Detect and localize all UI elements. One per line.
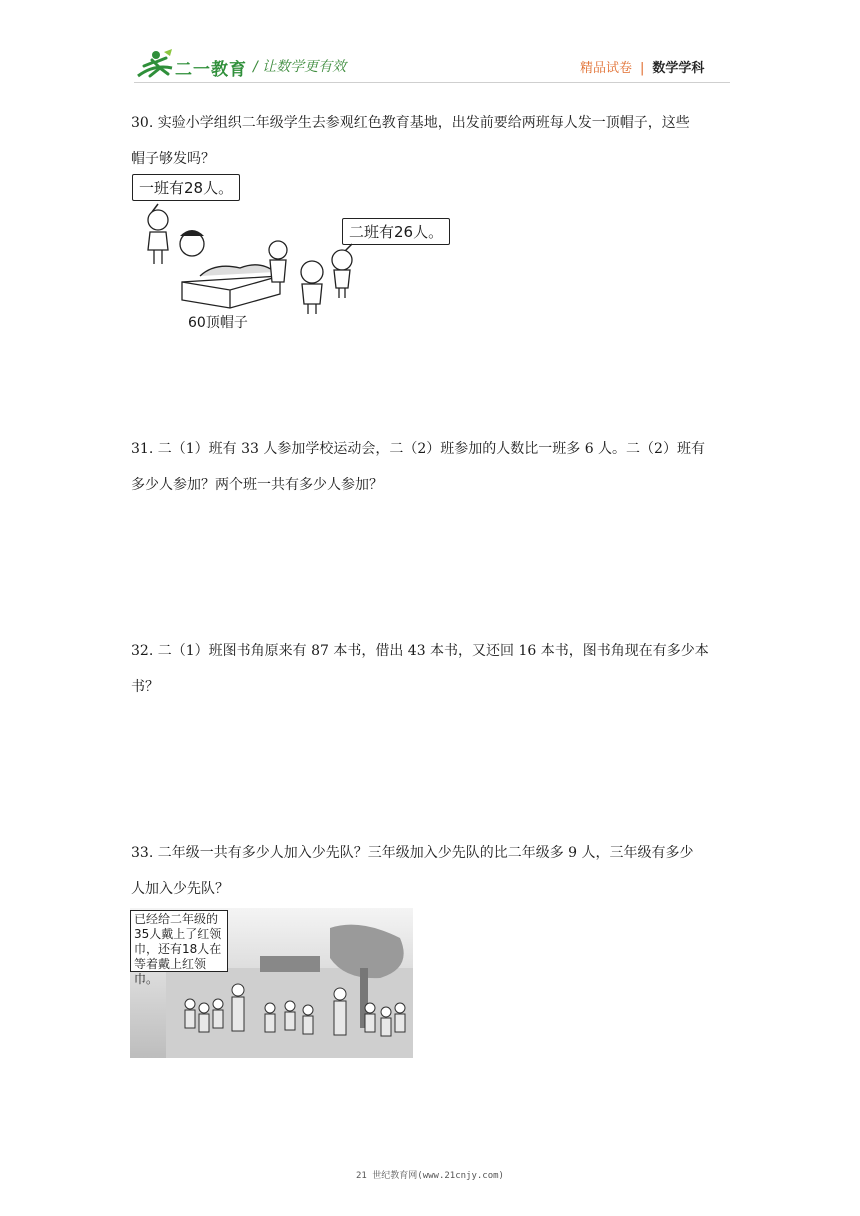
question-text: 人加入少先队？ (131, 881, 229, 897)
question-32 (131, 633, 731, 705)
header-divider (134, 82, 730, 83)
question-33 (131, 835, 731, 907)
question-text: 31. 二（1）班有 33 人参加学校运动会，二（2）班参加的人数比一班多 6 人。二（2）班有 (131, 441, 705, 457)
question-text: 书？ (131, 679, 159, 695)
bubble-line: 已经给二年级的 (134, 912, 219, 926)
question-text: 多少人参加？两个班一共有多少人参加？ (131, 477, 383, 493)
speech-bubble: 一班有28人。 (132, 174, 240, 201)
box-label: 60顶帽子 (188, 315, 248, 331)
hats-illustration (130, 172, 460, 332)
children-with-box-icon (130, 172, 460, 332)
slogan: / 让数学更有效 (253, 59, 347, 75)
bubble-line: 35人戴上了红领 (134, 927, 222, 941)
question-30 (131, 105, 731, 177)
header-right-label: 精品试卷 (580, 61, 633, 76)
question-text: 帽子够发吗？ (131, 151, 215, 167)
header-right (580, 57, 704, 76)
header-separator: | (640, 61, 645, 76)
question-text: 30. 实验小学组织二年级学生去参观红色教育基地，出发前要给两班每人发一顶帽子，这些 (131, 115, 690, 131)
page-footer: 21 世纪教育网(www.21cnjy.com) (356, 1171, 504, 1181)
speech-bubble: 二班有26人。 (342, 218, 450, 245)
speech-bubble (130, 910, 228, 986)
question-text: 33. 二年级一共有多少人加入少先队？三年级加入少先队的比二年级多 9 人，三年级有多少 (131, 845, 694, 861)
header-subject: 数学学科 (652, 61, 705, 76)
pioneers-illustration (130, 908, 413, 1058)
question-text: 32. 二（1）班图书角原来有 87 本书，借出 43 本书，又还回 16 本书，图书角现在有多少本 (131, 643, 709, 659)
logo-text: 二一教育 (175, 60, 247, 80)
bubble-line: 等着戴上红领巾。 (134, 957, 207, 986)
bubble-line: 巾，还有18人在 (134, 942, 222, 956)
question-31 (131, 431, 731, 503)
page-header (0, 0, 860, 90)
